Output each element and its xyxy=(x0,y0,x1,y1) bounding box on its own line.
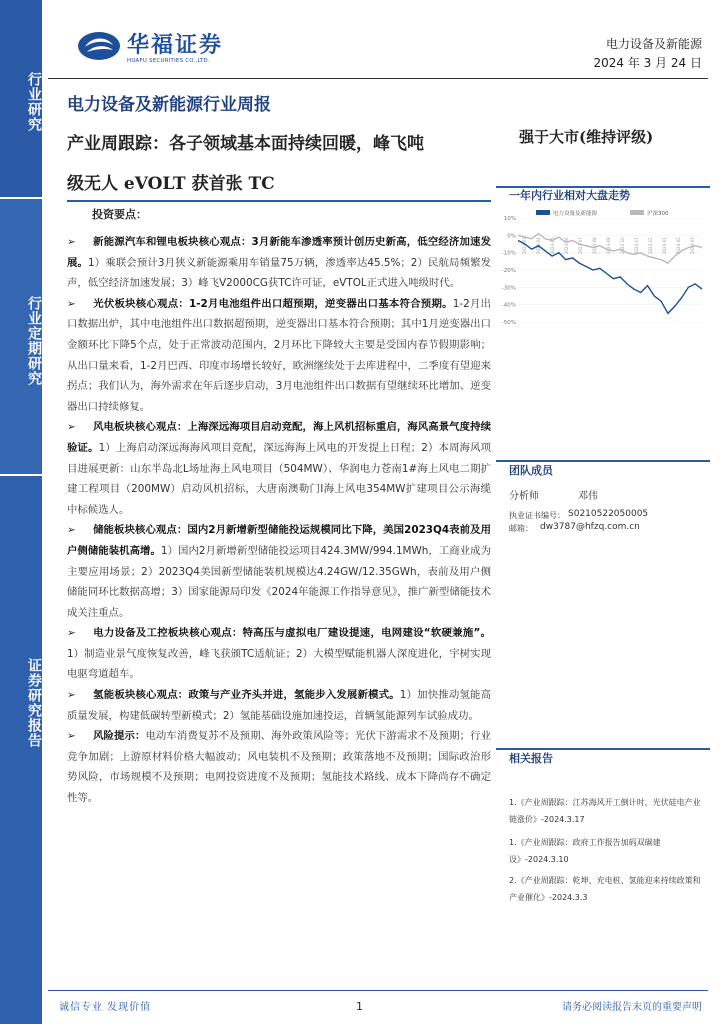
y-tick-label: 10% xyxy=(503,216,516,222)
x-tick-label: 2023-03 xyxy=(522,237,527,255)
y-tick-label: -10% xyxy=(501,250,516,257)
report-title: 电力设备及新能源行业周报 xyxy=(67,95,271,115)
team-heading: 团队成员 xyxy=(509,464,553,477)
email-label: 邮箱： xyxy=(509,524,533,533)
headline-line-1: 产业周跟踪：各子领域基本面持续回暖，峰飞吨 xyxy=(67,134,424,154)
rating: 强于大市(维持评级) xyxy=(519,128,654,146)
x-tick-label: 2023-09 xyxy=(606,237,611,255)
bullet-ev: ➢ 新能源汽车和锂电板块核心观点：3月新能车渗透率预计创历史新高，低空经济加速发展。1）乘联会预计3月狭义新能源乘用车销量75万辆，渗透率达45.5%；2）民航局频繁发声，低空经济加速发展；3）峰飞V2000CG获TC许可证，eVTOL正式进入吨级时代。 xyxy=(67,232,491,294)
sidebar-label-periodic-research: 行业定期研究 xyxy=(26,296,42,386)
bullet-arrow-icon: ➢ xyxy=(67,524,76,537)
bullet-arrow-icon: ➢ xyxy=(67,730,76,743)
footer-divider xyxy=(48,990,708,991)
email-link[interactable]: dw3787@hfzq.com.cn xyxy=(540,522,640,532)
footer-disclaimer: 请务必阅读报告末页的重要声明 xyxy=(562,1002,702,1013)
header-sector: 电力设备及新能源 xyxy=(605,37,702,51)
x-tick-label: 2023-05 xyxy=(550,237,555,255)
analyst-label: 分析师 xyxy=(509,491,539,502)
legend-swatch-index xyxy=(630,210,644,215)
related-report-link[interactable]: 1.《产业周跟踪：江苏海风开工倒计时，光伏硅电产业链涨价》-2024.3.17 xyxy=(509,798,701,824)
bullet-list xyxy=(67,232,491,809)
bullet-risk: ➢ 风险提示：电动车消费复苏不及预期、海外政策风险等；光伏下游需求不及预期；行业竞争加剧；上游原材料价格大幅波动；风电装机不及预期；政策落地不及预期；国际政治形势风险，市场规模不及预期；电网投资进度不及预期；氢能技术路线、成本下降尚存不确定性等。 xyxy=(67,726,491,808)
sidebar-label-securities-report: 证券研究报告 xyxy=(26,658,42,748)
x-tick-label: 2024-01 xyxy=(662,237,667,255)
related-heading: 相关报告 xyxy=(509,752,553,765)
bullet-wind: ➢ 风电板块核心观点：上海深远海项目启动竞配，海上风机招标重启，海风高景气度持续验证。1）上海启动深远海海风项目竞配，深远海海上风电的开发提上日程；2）本周海风项目进展更新：山东半岛北L场址海上风电项目（504MW）、华润电力苍南1#海上风电二期扩建工程项目（200MW）启动风机招标，大唐南澳勒门I海上风电354MW扩建项目公示海缆中标候选人。 xyxy=(67,417,491,520)
legend-swatch-sector xyxy=(536,210,550,215)
bullet-arrow-icon: ➢ xyxy=(67,236,76,248)
x-tick-label: 2023-11 xyxy=(634,237,639,255)
bullet-pv: ➢ 光伏板块核心观点：1-2月电池组件出口超预期，逆变器出口基本符合预期。1-2月出口数据出炉，其中电池组件出口数据超预期，逆变器出口基本符合预期；其中1月逆变器出口金额环比下降5个点，处于正常波动范围内，2月环比下降较大主要是受国内春节假期影响；从出口量来看，1-2月巴西、印度市场增长较好，欧洲继续处于去库进程中，二季度有望迎来拐点；我们认为，海外需求在年后逐步启动，3月电池组件出口数据有望继续环比增加、逆变器出口持续修复。 xyxy=(67,294,491,418)
y-tick-label: -50% xyxy=(501,320,516,326)
bullet-storage: ➢ 储能板块核心观点：国内2月新增新型储能投运规模同比下降，美国2023Q4表前及用户侧储能装机高增。1）国内2月新增新型储能投运项目424.3MW/994.1MWh，工商业成为主要应用场景；2）2023Q4美国新型储能装机规模达4.24GW/12.35GWh，表前及用户侧储能同环比数据高增；3）国家能源局印发《2024年能源工作指导意见》，推广新型储能技术成关注重点。 xyxy=(67,520,491,623)
title-divider xyxy=(67,200,491,202)
license-number: S0210522050005 xyxy=(568,509,649,519)
x-tick-label: 2023-04 xyxy=(536,237,541,255)
headline-line-2: 级无人 eVOLT 获首张 TC xyxy=(67,174,275,194)
bullet-arrow-icon: ➢ xyxy=(67,627,76,640)
legend-label-index: 沪深300 xyxy=(647,211,669,217)
company-logo-icon xyxy=(77,30,121,62)
x-tick-label: 2023-07 xyxy=(578,237,583,255)
header-divider xyxy=(48,78,708,79)
x-tick-label: 2024-03 xyxy=(690,237,695,255)
x-tick-label: 2024-02 xyxy=(676,237,681,255)
x-tick-label: 2023-12 xyxy=(648,237,653,255)
legend-label-sector: 电力设备及新能源 xyxy=(553,211,598,217)
chart-title: 一年内行业相对大盘走势 xyxy=(509,189,630,202)
footer-slogan: 诚信专业 发现价值 xyxy=(59,1002,152,1013)
x-tick-label: 2023-08 xyxy=(592,237,597,255)
y-tick-label: -40% xyxy=(501,302,516,309)
sidebar-segment-3 xyxy=(0,476,42,1024)
bullet-hydrogen: ➢ 氢能板块核心观点：政策与产业齐头并进，氢能步入发展新模式。1）加快推动氢能高质量发展，构建低碳转型新模式；2）氢能基础设施加速投运，首辆氢能源列车试验成功。 xyxy=(67,685,491,726)
page-number: 1 xyxy=(356,1000,363,1013)
bullet-arrow-icon: ➢ xyxy=(67,421,76,434)
bullet-arrow-icon: ➢ xyxy=(67,297,76,310)
bullet-arrow-icon: ➢ xyxy=(67,689,76,702)
relative-performance-chart xyxy=(496,208,710,330)
bullet-grid: ➢ 电力设备及工控板块核心观点：特高压与虚拟电厂建设提速，电网建设“软硬兼施”。1）制造业景气度恢复改善，峰飞获颁TC适航证；2）大模型赋能机器人深度进化，宇树实现电驱弯道超车。 xyxy=(67,623,491,685)
y-tick-label: -20% xyxy=(501,268,516,274)
sidebar-label-industry-research: 行业研究 xyxy=(26,72,42,132)
y-tick-label: 0% xyxy=(507,233,516,240)
license-label: 执业证书编号： xyxy=(509,511,565,520)
analyst-name: 邓伟 xyxy=(578,491,598,502)
x-tick-label: 2023-10 xyxy=(620,237,625,255)
related-report-link[interactable]: 2.《产业周跟踪：乾坤、充电桩、氢能迎来持续政策和产业催化》-2024.3.3 xyxy=(509,876,701,902)
company-name-cn: 华福证券 xyxy=(127,32,224,58)
y-tick-label: -30% xyxy=(501,285,516,292)
related-report-link[interactable]: 1.《产业周跟踪：政府工作报告加码双碳建设》-2024.3.10 xyxy=(509,838,661,864)
x-tick-label: 2023-06 xyxy=(564,237,569,255)
company-name-en: HUAFU SECURITIES CO.,LTD. xyxy=(127,58,210,64)
header-date: 2024 年 3 月 24 日 xyxy=(593,56,702,70)
investment-highlights-heading: 投资要点： xyxy=(92,208,147,221)
